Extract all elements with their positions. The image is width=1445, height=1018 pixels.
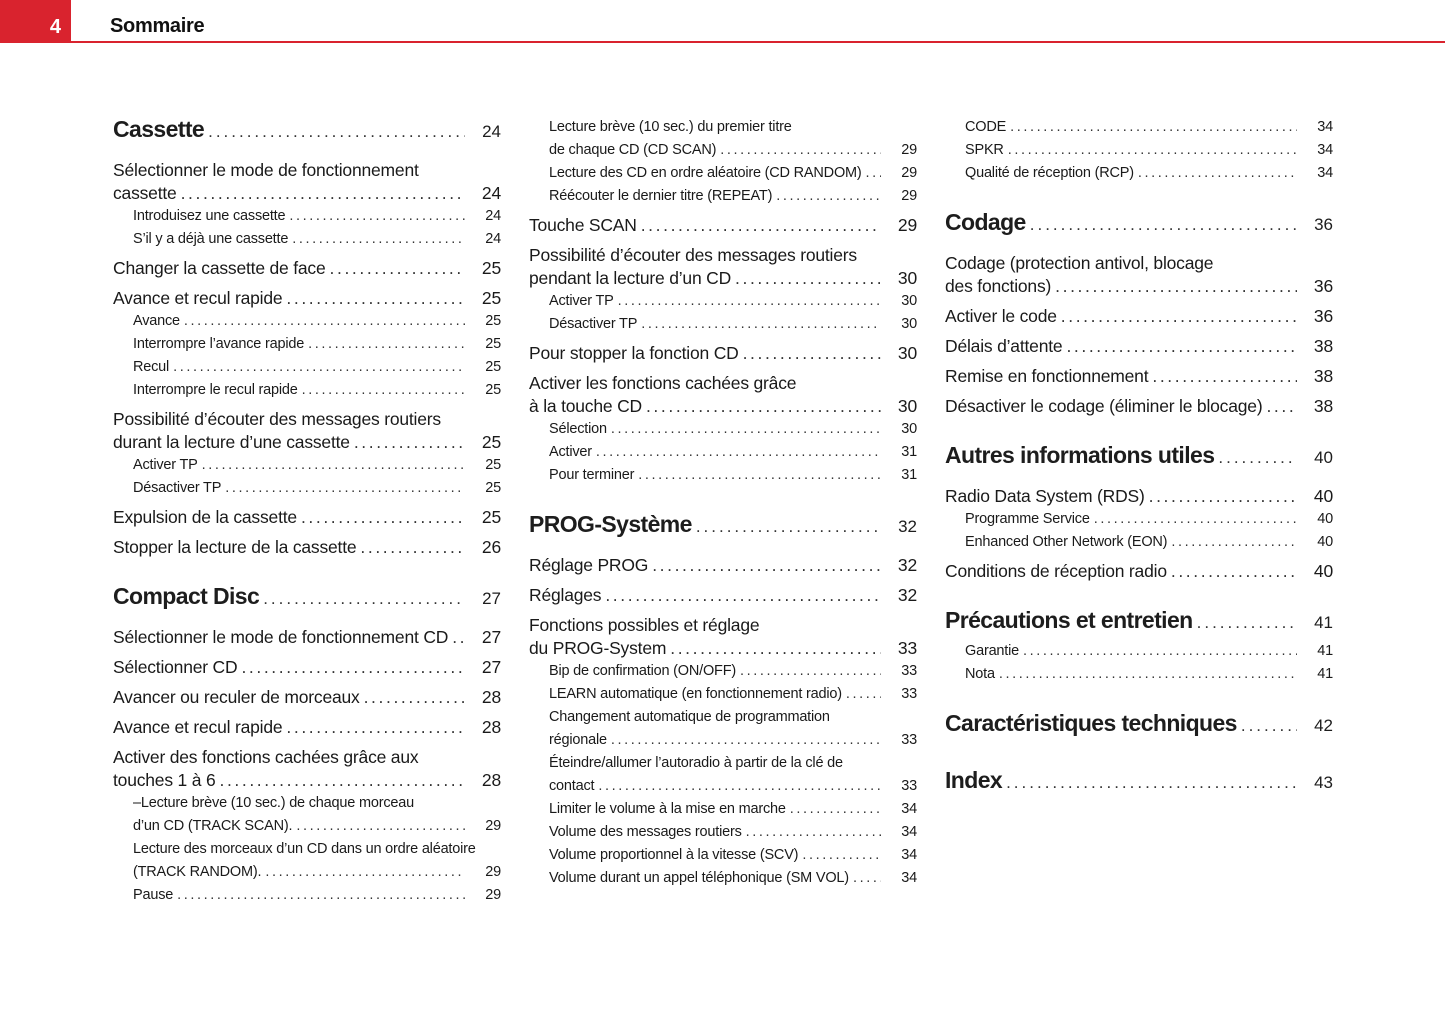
dot-leader — [330, 257, 465, 280]
dot-leader — [638, 464, 881, 487]
dot-leader — [641, 214, 881, 237]
toc-subsection[interactable] — [529, 683, 917, 706]
entry-title-line: Codage (protection antivol, blocage — [945, 253, 1214, 273]
dot-leader — [181, 182, 465, 205]
toc-subsection[interactable] — [529, 313, 917, 336]
dot-leader — [1023, 640, 1297, 663]
toc-column-1 — [113, 112, 501, 907]
page-ref: 25 — [481, 288, 501, 308]
toc-column-3 — [945, 116, 1333, 800]
toc-subsection[interactable] — [113, 838, 501, 884]
page-ref: 25 — [485, 313, 501, 329]
page-ref: 30 — [897, 396, 917, 416]
page-ref: 38 — [1313, 366, 1333, 386]
entry-title: Activer — [549, 444, 592, 460]
dot-leader — [802, 844, 881, 867]
dot-leader — [208, 115, 465, 149]
dot-leader — [611, 729, 881, 752]
entry-title: Compact Disc — [113, 583, 260, 609]
entry-title: contact — [549, 778, 595, 794]
toc-subsection[interactable] — [529, 162, 917, 185]
page-ref: 41 — [1314, 613, 1333, 632]
toc-subsection[interactable] — [529, 867, 917, 890]
entry-title: Sélection — [549, 421, 607, 437]
entry-title: touches 1 à 6 — [113, 770, 216, 790]
page-ref: 28 — [481, 717, 501, 737]
dot-leader — [308, 333, 465, 356]
page-ref: 33 — [901, 686, 917, 702]
entry-title: Programme Service — [965, 511, 1090, 527]
toc-subsection[interactable] — [529, 752, 917, 798]
page-ref: 27 — [482, 589, 501, 608]
toc-section[interactable] — [113, 257, 501, 280]
page-ref: 27 — [481, 657, 501, 677]
toc-section[interactable] — [113, 746, 501, 792]
entry-title: Sélectionner CD — [113, 657, 238, 677]
toc-subsection[interactable] — [113, 310, 501, 333]
entry-title-line: Possibilité d’écouter des messages routiers — [113, 409, 441, 429]
toc-section[interactable] — [945, 365, 1333, 388]
toc-subsection[interactable] — [113, 884, 501, 907]
page-ref: 29 — [485, 887, 501, 903]
dot-leader — [1197, 606, 1297, 640]
entry-title: Pause — [133, 887, 174, 903]
toc-subsection[interactable] — [113, 333, 501, 356]
toc-subsection[interactable] — [945, 663, 1333, 686]
toc-section[interactable] — [945, 560, 1333, 583]
page-ref: 25 — [485, 382, 501, 398]
dot-leader — [360, 536, 465, 559]
page-ref: 36 — [1313, 306, 1333, 326]
toc-subsection[interactable] — [945, 508, 1333, 531]
dot-leader — [173, 356, 465, 379]
entry-title: Volume durant un appel téléphonique (SM VOL) — [549, 870, 849, 886]
page-ref: 38 — [1313, 396, 1333, 416]
dot-leader — [296, 815, 465, 838]
dot-leader — [263, 582, 465, 616]
entry-title-line: Fonctions possibles et réglage — [529, 615, 760, 635]
page-ref: 34 — [1317, 142, 1333, 158]
toc-subsection[interactable] — [113, 477, 501, 500]
entry-title-line: Activer les fonctions cachées grâce — [529, 373, 797, 393]
page-ref: 25 — [481, 507, 501, 527]
dot-leader — [641, 313, 881, 336]
toc-subsection[interactable] — [945, 162, 1333, 185]
page-ref: 34 — [1317, 165, 1333, 181]
entry-title: Interrompre l’avance rapide — [133, 336, 305, 352]
entry-title: LEARN automatique (en fonctionnement radio) — [549, 686, 842, 702]
page-ref: 40 — [1314, 448, 1333, 467]
toc-subsection[interactable] — [529, 706, 917, 752]
page-ref: 25 — [485, 457, 501, 473]
dot-leader — [1171, 560, 1297, 583]
page-ref: 24 — [482, 122, 501, 141]
page-ref: 41 — [1317, 666, 1333, 682]
entry-title: Touche SCAN — [529, 215, 637, 235]
toc-section[interactable] — [945, 485, 1333, 508]
toc-section[interactable] — [113, 686, 501, 709]
entry-title: durant la lecture d’une cassette — [113, 432, 350, 452]
toc-subsection[interactable] — [529, 821, 917, 844]
entry-title: Précautions et entretien — [945, 607, 1193, 633]
dot-leader — [746, 821, 881, 844]
entry-title: des fonctions) — [945, 276, 1052, 296]
page-ref: 34 — [901, 824, 917, 840]
dot-leader — [1008, 139, 1297, 162]
page-ref: 30 — [897, 268, 917, 288]
page-ref: 42 — [1314, 716, 1333, 735]
entry-title: Radio Data System (RDS) — [945, 486, 1145, 506]
entry-title: régionale — [549, 732, 607, 748]
toc-section[interactable] — [945, 305, 1333, 328]
dot-leader — [596, 441, 881, 464]
toc-section[interactable] — [113, 159, 501, 205]
entry-title: Bip de confirmation (ON/OFF) — [549, 663, 736, 679]
page-ref: 32 — [897, 555, 917, 575]
page-ref: 30 — [897, 343, 917, 363]
entry-title: Activer TP — [549, 293, 614, 309]
dot-leader — [1152, 365, 1297, 388]
dot-leader — [646, 395, 881, 418]
dot-leader — [618, 290, 881, 313]
toc-section[interactable] — [113, 408, 501, 454]
dot-leader — [265, 861, 465, 884]
page-ref: 33 — [901, 732, 917, 748]
page-ref: 27 — [481, 627, 501, 647]
page-ref: 33 — [901, 663, 917, 679]
toc-chapter[interactable] — [945, 706, 1333, 743]
header-rule — [71, 41, 1445, 43]
dot-leader — [598, 775, 881, 798]
dot-leader — [743, 342, 881, 365]
toc-section[interactable] — [113, 716, 501, 739]
toc-chapter[interactable] — [945, 438, 1333, 475]
toc-subsection[interactable] — [529, 464, 917, 487]
entry-title-line: Sélectionner le mode de fonctionnement — [113, 160, 419, 180]
toc-section[interactable] — [529, 554, 917, 577]
page-ref: 25 — [481, 258, 501, 278]
toc-subsection[interactable] — [113, 379, 501, 402]
dot-leader — [1171, 531, 1297, 554]
page-ref: 30 — [901, 293, 917, 309]
toc-section[interactable] — [945, 335, 1333, 358]
toc-subsection[interactable] — [945, 139, 1333, 162]
entry-title: Activer le code — [945, 306, 1057, 326]
entry-title-line: Possibilité d’écouter des messages routiers — [529, 245, 857, 265]
page-ref: 24 — [485, 208, 501, 224]
entry-title: Codage — [945, 209, 1026, 235]
entry-title: Réécouter le dernier titre (REPEAT) — [549, 188, 773, 204]
page-ref: 29 — [485, 818, 501, 834]
entry-title: Interrompre le recul rapide — [133, 382, 298, 398]
toc-subsection[interactable] — [113, 205, 501, 228]
entry-title-line: Changement automatique de programmation — [549, 709, 830, 725]
dot-leader — [720, 139, 881, 162]
toc-subsection[interactable] — [529, 418, 917, 441]
dot-leader — [776, 185, 881, 208]
page-ref: 24 — [485, 231, 501, 247]
page-ref: 40 — [1313, 561, 1333, 581]
dot-leader — [652, 554, 881, 577]
entry-title-line: Activer des fonctions cachées grâce aux — [113, 747, 419, 767]
entry-title: Désactiver TP — [133, 480, 222, 496]
entry-title: Qualité de réception (RCP) — [965, 165, 1134, 181]
entry-title: du PROG-System — [529, 638, 667, 658]
page-ref: 29 — [901, 165, 917, 181]
entry-title: Conditions de réception radio — [945, 561, 1167, 581]
dot-leader — [1010, 116, 1297, 139]
page-ref: 25 — [481, 432, 501, 452]
toc-section[interactable] — [529, 614, 917, 660]
entry-title: Pour stopper la fonction CD — [529, 343, 739, 363]
entry-title: Cassette — [113, 116, 205, 142]
entry-title: CODE — [965, 119, 1007, 135]
entry-title: à la touche CD — [529, 396, 642, 416]
dot-leader — [225, 477, 465, 500]
entry-title: Avancer ou reculer de morceaux — [113, 687, 360, 707]
page-ref: 34 — [901, 870, 917, 886]
toc-chapter[interactable] — [113, 579, 501, 616]
toc-subsection[interactable] — [113, 792, 501, 838]
entry-title: Stopper la lecture de la cassette — [113, 537, 357, 557]
dot-leader — [853, 867, 881, 890]
page-ref: 29 — [901, 142, 917, 158]
entry-title: Volume des messages routiers — [549, 824, 742, 840]
dot-leader — [670, 637, 881, 660]
entry-title: Pour terminer — [549, 467, 635, 483]
page-ref: 40 — [1317, 534, 1333, 550]
toc-chapter[interactable] — [113, 112, 501, 149]
toc-section[interactable] — [113, 287, 501, 310]
dot-leader — [364, 686, 465, 709]
page-ref: 33 — [897, 638, 917, 658]
toc-subsection[interactable] — [529, 441, 917, 464]
dot-leader — [740, 660, 881, 683]
page-ref: 31 — [901, 444, 917, 460]
page-ref: 25 — [485, 359, 501, 375]
page-ref: 34 — [1317, 119, 1333, 135]
entry-title: Remise en fonctionnement — [945, 366, 1149, 386]
dot-leader — [202, 454, 465, 477]
dot-leader — [292, 228, 465, 251]
toc-subsection[interactable] — [945, 116, 1333, 139]
toc-section[interactable] — [113, 506, 501, 529]
toc-subsection[interactable] — [529, 844, 917, 867]
dot-leader — [286, 287, 465, 310]
page-ref: 29 — [901, 188, 917, 204]
entry-title: Recul — [133, 359, 170, 375]
page-ref: 24 — [481, 183, 501, 203]
toc-chapter[interactable] — [529, 507, 917, 544]
entry-title: Réglage PROG — [529, 555, 649, 575]
toc-subsection[interactable] — [113, 454, 501, 477]
page-ref: 32 — [897, 585, 917, 605]
entry-title: Autres informations utiles — [945, 442, 1215, 468]
page-number-box — [0, 0, 71, 43]
entry-title: Caractéristiques techniques — [945, 710, 1237, 736]
dot-leader — [846, 683, 881, 706]
entry-title-line: Lecture brève (10 sec.) du premier titre — [549, 119, 792, 135]
dot-leader — [354, 431, 465, 454]
toc-chapter[interactable] — [945, 205, 1333, 242]
dot-leader — [1149, 485, 1297, 508]
toc-section[interactable] — [529, 584, 917, 607]
page-ref: 36 — [1314, 215, 1333, 234]
page-ref: 43 — [1314, 773, 1333, 792]
entry-title: Désactiver le codage (éliminer le blocage) — [945, 396, 1263, 416]
entry-title: Sélectionner le mode de fonctionnement CD — [113, 627, 449, 647]
page-ref: 32 — [898, 517, 917, 536]
page-ref: 25 — [485, 336, 501, 352]
entry-title: Activer TP — [133, 457, 198, 473]
entry-title: cassette — [113, 183, 177, 203]
toc-section[interactable] — [945, 252, 1333, 298]
entry-title-line: –Lecture brève (10 sec.) de chaque morceau — [133, 795, 414, 811]
page-ref: 40 — [1317, 511, 1333, 527]
dot-leader — [1094, 508, 1297, 531]
entry-title: de chaque CD (CD SCAN) — [549, 142, 717, 158]
toc-section[interactable] — [529, 342, 917, 365]
entry-title: Volume proportionnel à la vitesse (SCV) — [549, 847, 799, 863]
entry-title: Avance et recul rapide — [113, 717, 283, 737]
dot-leader — [241, 656, 465, 679]
page-ref: 29 — [897, 215, 917, 235]
entry-title: Lecture des CD en ordre aléatoire (CD RANDOM) — [549, 165, 862, 181]
dot-leader — [184, 310, 465, 333]
toc-chapter[interactable] — [945, 603, 1333, 640]
dot-leader — [1006, 766, 1297, 800]
page-ref: 28 — [481, 770, 501, 790]
toc-section[interactable] — [945, 395, 1333, 418]
dot-leader — [1241, 709, 1297, 743]
page-ref: 33 — [901, 778, 917, 794]
entry-title: Limiter le volume à la mise en marche — [549, 801, 786, 817]
dot-leader — [1066, 335, 1297, 358]
dot-leader — [1055, 275, 1297, 298]
entry-title-line: Lecture des morceaux d’un CD dans un ordre aléatoire — [133, 841, 476, 857]
entry-title: Réglages — [529, 585, 602, 605]
dot-leader — [611, 418, 881, 441]
page-ref: 26 — [481, 537, 501, 557]
toc-section[interactable] — [529, 372, 917, 418]
dot-leader — [866, 162, 881, 185]
entry-title: Avance et recul rapide — [113, 288, 283, 308]
entry-title: Changer la cassette de face — [113, 258, 326, 278]
entry-title: pendant la lecture d’un CD — [529, 268, 732, 288]
entry-title: Garantie — [965, 643, 1020, 659]
dot-leader — [452, 626, 465, 649]
toc-column-2 — [529, 116, 917, 890]
dot-leader — [1061, 305, 1297, 328]
entry-title: Délais d’attente — [945, 336, 1063, 356]
toc-section[interactable] — [113, 626, 501, 649]
page-ref: 30 — [901, 316, 917, 332]
dot-leader — [177, 884, 465, 907]
toc-subsection[interactable] — [113, 356, 501, 379]
toc-section[interactable] — [113, 536, 501, 559]
page-ref: 30 — [901, 421, 917, 437]
page-ref: 41 — [1317, 643, 1333, 659]
entry-title-line: Éteindre/allumer l’autoradio à partir de la clé de — [549, 755, 843, 771]
entry-title: Index — [945, 767, 1003, 793]
page-title: Sommaire — [110, 15, 205, 37]
dot-leader — [605, 584, 881, 607]
dot-leader — [286, 716, 465, 739]
toc-subsection[interactable] — [529, 798, 917, 821]
entry-title: Introduisez une cassette — [133, 208, 286, 224]
dot-leader — [1030, 208, 1297, 242]
dot-leader — [1138, 162, 1297, 185]
entry-title: Désactiver TP — [549, 316, 638, 332]
entry-title: Enhanced Other Network (EON) — [965, 534, 1168, 550]
toc-subsection[interactable] — [945, 640, 1333, 663]
dot-leader — [696, 510, 881, 544]
page-ref: 31 — [901, 467, 917, 483]
toc-section[interactable] — [113, 656, 501, 679]
toc-section[interactable] — [529, 244, 917, 290]
entry-title: d’un CD (TRACK SCAN). — [133, 818, 293, 834]
toc-subsection[interactable] — [529, 290, 917, 313]
page-ref: 28 — [481, 687, 501, 707]
dot-leader — [999, 663, 1297, 686]
page-ref: 34 — [901, 847, 917, 863]
entry-title: SPKR — [965, 142, 1004, 158]
entry-title: (TRACK RANDOM). — [133, 864, 262, 880]
entry-title: S’il y a déjà une cassette — [133, 231, 289, 247]
dot-leader — [219, 769, 465, 792]
dot-leader — [301, 506, 465, 529]
page-ref: 40 — [1313, 486, 1333, 506]
dot-leader — [1266, 395, 1297, 418]
page-ref: 38 — [1313, 336, 1333, 356]
dot-leader — [302, 379, 465, 402]
page-ref: 25 — [485, 480, 501, 496]
toc-subsection[interactable] — [113, 228, 501, 251]
entry-title: Avance — [133, 313, 180, 329]
dot-leader — [790, 798, 881, 821]
dot-leader — [735, 267, 881, 290]
page-ref: 36 — [1313, 276, 1333, 296]
entry-title: Expulsion de la cassette — [113, 507, 297, 527]
dot-leader — [289, 205, 465, 228]
toc-subsection[interactable] — [529, 116, 917, 162]
page-ref: 34 — [901, 801, 917, 817]
dot-leader — [1218, 441, 1297, 475]
page-ref: 29 — [485, 864, 501, 880]
toc-chapter[interactable] — [945, 763, 1333, 800]
toc-section[interactable] — [529, 214, 917, 237]
entry-title: PROG-Système — [529, 511, 692, 537]
page-number: 4 — [49, 16, 61, 38]
toc-subsection[interactable] — [529, 660, 917, 683]
entry-title: Nota — [965, 666, 995, 682]
toc-subsection[interactable] — [529, 185, 917, 208]
toc-subsection[interactable] — [945, 531, 1333, 554]
